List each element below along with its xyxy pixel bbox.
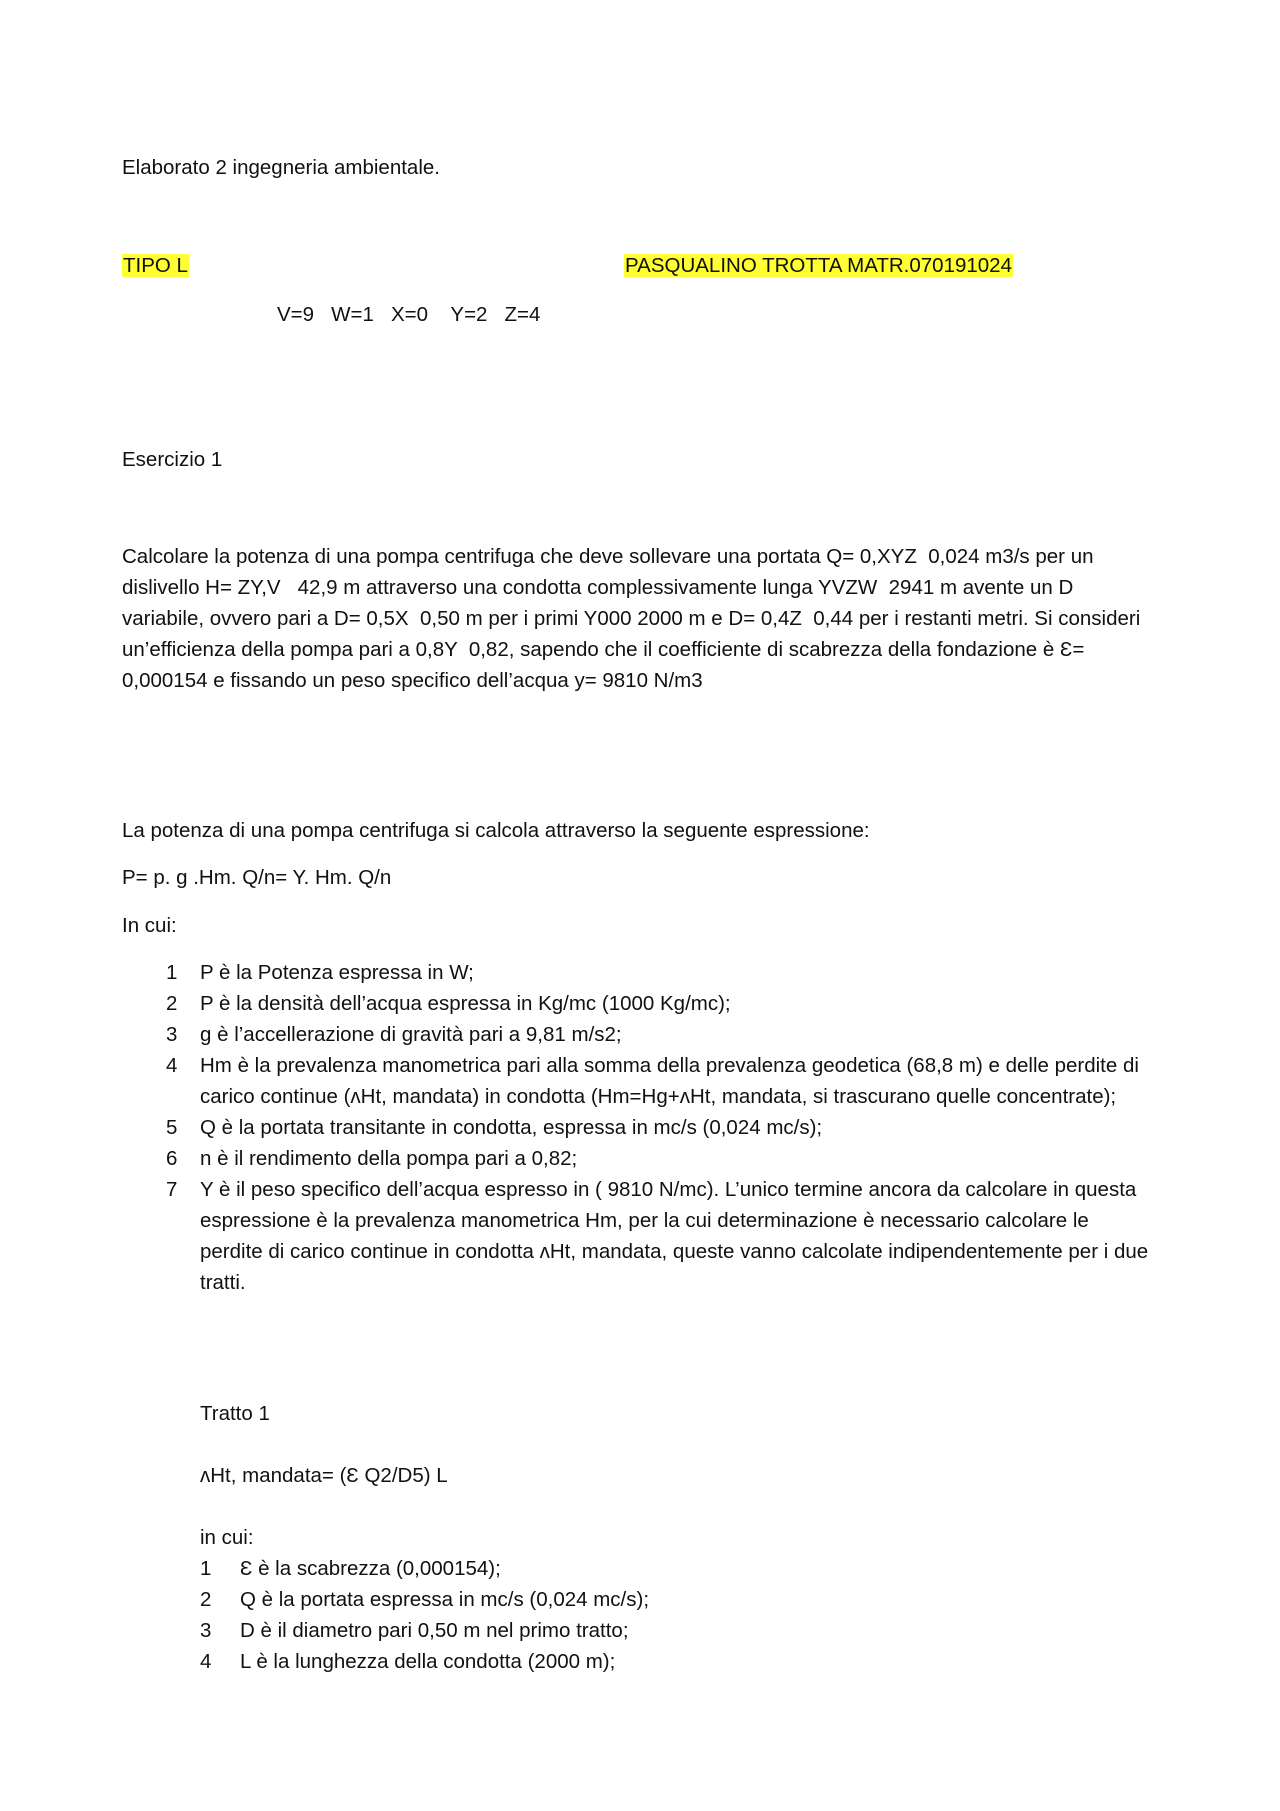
list-item-text: L è la lunghezza della condotta (2000 m); <box>240 1650 616 1673</box>
tratto-definitions-list <box>200 1553 1100 1677</box>
list-item-text: P è la Potenza espressa in W; <box>200 961 474 984</box>
problem-statement: Calcolare la potenza di una pompa centrifuga che deve sollevare una portata Q= 0,XYZ 0,024 m3/s per un dislivello H= ZY,V 42,9 m attraverso una condotta complessivamente lunga YVZW 2941 m avente un D variabile, ovvero pari a D= 0,5X 0,50 m per i primi Y000 2000 m e D= 0,4Z 0,44 per i restanti metri. Si consideri un’efficienza della pompa pari a 0,8Y 0,82, sapendo che il coefficiente di scabrezza della fondazione è Ɛ= 0,000154 e fissando un peso specifico dell’acqua y= 9810 N/m3 <box>122 545 1146 692</box>
list-item <box>122 1174 1152 1298</box>
list-item-text: Y è il peso specifico dell’acqua espresso in ( 9810 N/mc). L’unico termine ancora da calcolare in questa espressione è la prevalenza manometrica Hm, per la cui determinazione è necessario calcolare le perdite di carico continue in condotta ʌHt, mandata, queste vanno calcolate indipendentemente per i due tratti. <box>200 1178 1149 1294</box>
list-item-number: 5 <box>166 1116 178 1139</box>
list-item-text: P è la densità dell’acqua espressa in Kg/mc (1000 Kg/mc); <box>200 992 731 1015</box>
list-item-number: 2 <box>166 992 178 1015</box>
tipo-highlight: TIPO L <box>123 254 188 277</box>
list-item-text: n è il rendimento della pompa pari a 0,82; <box>200 1147 578 1170</box>
list-item <box>122 1019 1152 1050</box>
tratto-formula: ʌHt, mandata= (Ɛ Q2/D5) L <box>200 1464 448 1487</box>
list-item-number: 4 <box>200 1650 212 1673</box>
variables-line: V=9 W=1 X=0 Y=2 Z=4 <box>277 303 541 326</box>
intro-text: La potenza di una pompa centrifuga si calcola attraverso la seguente espressione: <box>122 819 870 842</box>
list-item-text: Hm è la prevalenza manometrica pari alla somma della prevalenza geodetica (68,8 m) e delle perdite di carico continue (ʌHt, mandata) in condotta (Hm=Hg+ʌHt, mandata, si trascurano quelle concentrate); <box>200 1054 1139 1108</box>
list-item-number: 3 <box>166 1023 178 1046</box>
definitions-list <box>122 957 1152 1298</box>
list-item-text: D è il diametro pari 0,50 m nel primo tratto; <box>240 1619 629 1642</box>
list-item <box>122 1143 1152 1174</box>
tipo-label <box>122 250 189 281</box>
exercise-title: Esercizio 1 <box>122 448 223 471</box>
list-item-number: 2 <box>200 1588 212 1611</box>
list-item-number: 4 <box>166 1054 178 1077</box>
list-item-number: 6 <box>166 1147 178 1170</box>
list-item-text: g è l’accellerazione di gravità pari a 9,81 m/s2; <box>200 1023 622 1046</box>
list-item <box>200 1615 1100 1646</box>
list-item-text: Ɛ è la scabrezza (0,000154); <box>240 1557 501 1580</box>
list-item-number: 1 <box>200 1557 212 1580</box>
author-label <box>624 250 1013 281</box>
document-title: Elaborato 2 ingegneria ambientale. <box>122 156 440 179</box>
list-item-number: 3 <box>200 1619 212 1642</box>
list-item <box>122 988 1152 1019</box>
power-formula: P= p. g .Hm. Q/n= Y. Hm. Q/n <box>122 866 392 889</box>
tratto-in-cui-label: in cui: <box>200 1526 254 1549</box>
list-item <box>122 1050 1152 1112</box>
list-item <box>200 1584 1100 1615</box>
author-highlight: PASQUALINO TROTTA MATR.070191024 <box>625 254 1012 277</box>
list-item <box>122 957 1152 988</box>
list-item <box>200 1646 1100 1677</box>
list-item-text: Q è la portata espressa in mc/s (0,024 mc/s); <box>240 1588 650 1611</box>
list-item <box>122 1112 1152 1143</box>
in-cui-label: In cui: <box>122 914 177 937</box>
tratto-title: Tratto 1 <box>200 1402 270 1425</box>
list-item-number: 7 <box>166 1178 178 1201</box>
list-item-number: 1 <box>166 961 178 984</box>
list-item-text: Q è la portata transitante in condotta, espressa in mc/s (0,024 mc/s); <box>200 1116 823 1139</box>
list-item <box>200 1553 1100 1584</box>
